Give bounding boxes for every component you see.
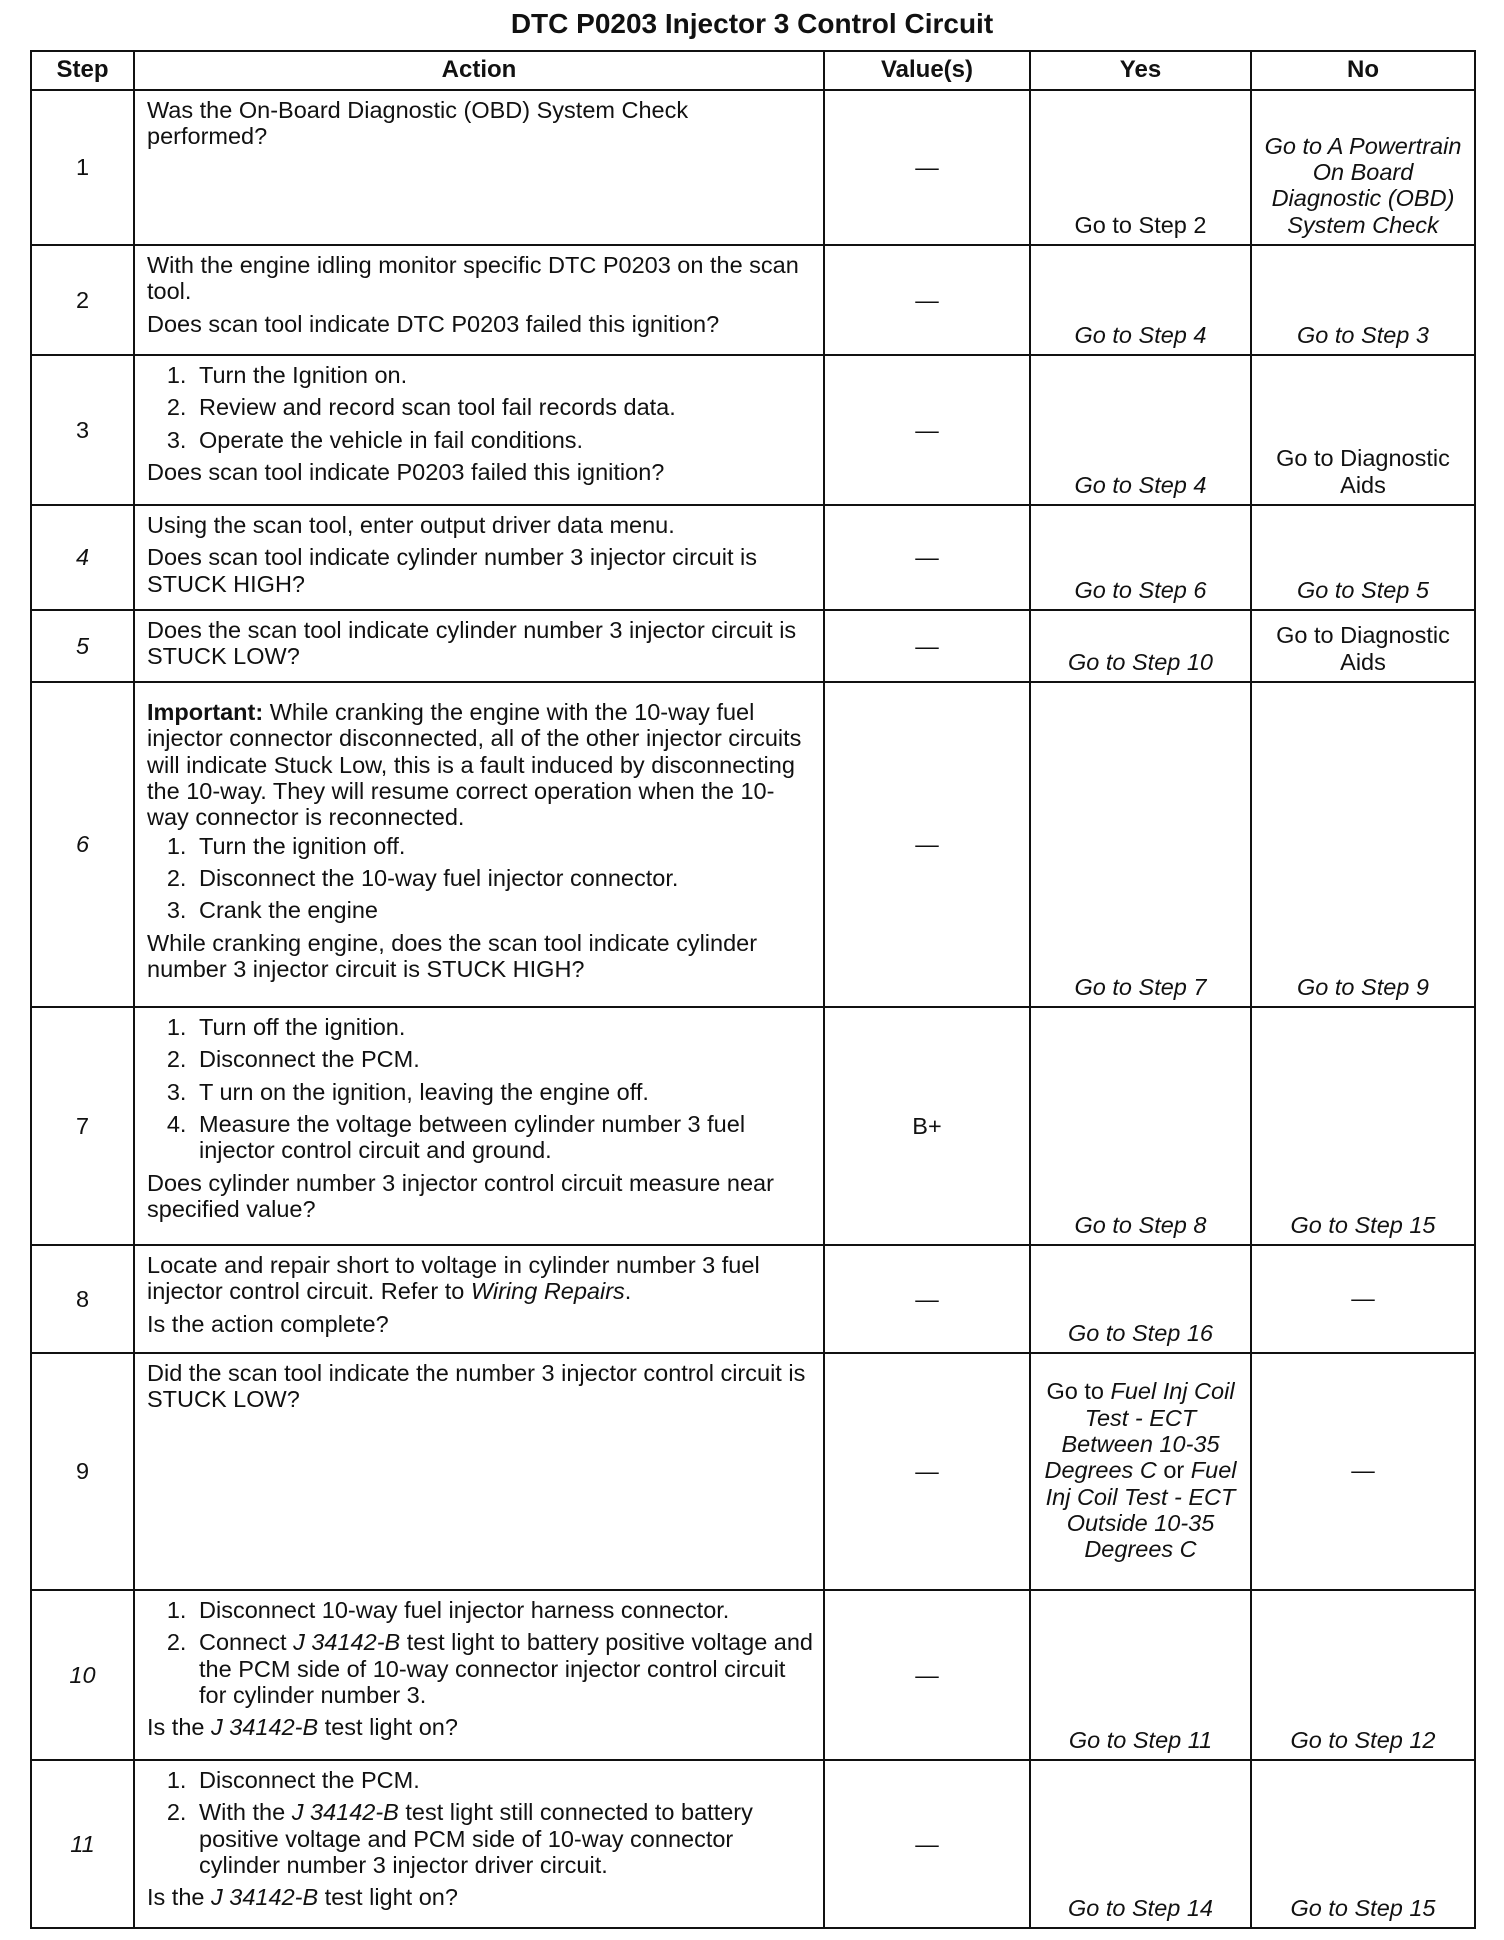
action-cell <box>134 610 824 682</box>
yes-cell: Go to Step 8 <box>1030 1007 1251 1245</box>
step-number: 7 <box>31 1007 134 1245</box>
page-title: DTC P0203 Injector 3 Control Circuit <box>510 8 994 39</box>
action-question <box>147 1884 813 1910</box>
action-list <box>147 362 813 453</box>
no-cell: Go to Step 5 <box>1251 505 1475 610</box>
important-label: Important: <box>147 699 264 725</box>
list-item: 2. Disconnect the PCM. <box>193 1046 813 1072</box>
step-number: 2 <box>31 245 134 355</box>
list-item: 3. Operate the vehicle in fail conditions. <box>193 427 813 453</box>
yes-cell: Go to Step 11 <box>1030 1590 1251 1760</box>
list-item: 4. Measure the voltage between cylinder number 3 fuel injector control circuit and ground. <box>193 1111 813 1164</box>
action-cell <box>134 1245 824 1353</box>
step-number: 6 <box>31 682 134 1007</box>
step-number: 8 <box>31 1245 134 1353</box>
action-question: Does scan tool indicate cylinder number 3 injector circuit is STUCK HIGH? <box>147 544 757 597</box>
action-text <box>147 1252 813 1305</box>
value-cell: — <box>824 1353 1030 1590</box>
list-item: 2. Disconnect the 10-way fuel injector connector. <box>193 865 813 891</box>
list-item-text-part: test light to battery positive voltage and the PCM side of 10-way connector injector control circuit for cylinder number 3. <box>199 1629 814 1708</box>
header-values: Value(s) <box>824 51 1030 90</box>
fuel-inj-coil-test-outside-reference: Fuel Inj Coil Test - ECT Outside 10-35 Degrees C <box>1045 1457 1237 1563</box>
list-item-text-part: test light still connected to battery positive voltage and PCM side of 10-way connector cylinder number 3 injector driver circuit. <box>199 1799 753 1878</box>
fuel-inj-coil-test-between-reference: Fuel Inj Coil Test - ECT Between 10-35 Degrees C <box>1044 1378 1235 1484</box>
action-cell <box>134 505 824 610</box>
yes-cell: Go to Step 14 <box>1030 1760 1251 1928</box>
wiring-repairs-reference: Wiring Repairs <box>470 1278 625 1305</box>
table-row <box>31 610 1475 682</box>
action-list <box>147 833 813 924</box>
no-cell: Go to Step 15 <box>1251 1760 1475 1928</box>
yes-cell <box>1030 1353 1251 1590</box>
list-item: 3. T urn on the ignition, leaving the engine off. <box>193 1079 813 1105</box>
no-cell: Go to Step 15 <box>1251 1007 1475 1245</box>
yes-cell: Go to Step 6 <box>1030 505 1251 610</box>
action-cell <box>134 355 824 505</box>
list-item: 2. Review and record scan tool fail records data. <box>193 394 813 420</box>
action-cell <box>134 90 824 245</box>
value-cell: — <box>824 682 1030 1007</box>
value-cell: — <box>824 245 1030 355</box>
list-item: 1. Turn off the ignition. <box>193 1014 813 1040</box>
action-cell <box>134 1760 824 1928</box>
yes-cell: Go to Step 16 <box>1030 1245 1251 1353</box>
important-note <box>147 699 813 831</box>
table-row <box>31 1353 1475 1590</box>
header-no: No <box>1251 51 1475 90</box>
action-text: With the engine idling monitor specific DTC P0203 on the scan tool. <box>147 252 799 305</box>
step-number: 5 <box>31 610 134 682</box>
yes-cell: Go to Step 10 <box>1030 610 1251 682</box>
list-item <box>193 1629 813 1708</box>
list-item-text-part: Connect <box>199 1629 294 1656</box>
step-number: 9 <box>31 1353 134 1590</box>
no-cell: Go to Step 9 <box>1251 682 1475 1007</box>
no-cell: Go to Diagnostic Aids <box>1251 355 1475 505</box>
value-cell: — <box>824 610 1030 682</box>
yes-text-part: or <box>1156 1457 1191 1484</box>
important-text: While cranking the engine with the 10-way fuel injector connector disconnected, all of the other injector circuits will indicate Stuck Low, this is a fault induced by disconnecting the 10-way. They will resume correct operation when the 10-way connector is reconnected. <box>147 699 802 831</box>
header-action: Action <box>134 51 824 90</box>
header-yes: Yes <box>1030 51 1251 90</box>
question-text-part: test light on? <box>318 1714 458 1741</box>
action-question: Does cylinder number 3 injector control circuit measure near specified value? <box>147 1169 774 1222</box>
value-cell: — <box>824 1760 1030 1928</box>
table-row <box>31 505 1475 610</box>
table-row <box>31 1245 1475 1353</box>
action-list <box>147 1014 813 1164</box>
value-cell: — <box>824 90 1030 245</box>
no-cell: — <box>1251 1353 1475 1590</box>
diagnostic-table <box>30 50 1476 1929</box>
list-item: 1. Disconnect 10-way fuel injector harness connector. <box>193 1597 813 1623</box>
value-cell: — <box>824 1245 1030 1353</box>
action-question: Does scan tool indicate DTC P0203 failed this ignition? <box>147 310 720 337</box>
action-cell <box>134 245 824 355</box>
test-light-tool-reference: J 34142-B <box>211 1884 319 1911</box>
test-light-tool-reference: J 34142-B <box>211 1714 319 1741</box>
no-cell: — <box>1251 1245 1475 1353</box>
value-cell: B+ <box>824 1007 1030 1245</box>
action-list <box>147 1597 813 1708</box>
action-question: Does the scan tool indicate cylinder number 3 injector circuit is STUCK LOW? <box>147 617 797 670</box>
action-question: Was the On-Board Diagnostic (OBD) System Check performed? <box>147 97 689 150</box>
list-item: 1. Turn the ignition off. <box>193 833 813 859</box>
action-cell <box>134 1590 824 1760</box>
action-question <box>147 1714 813 1740</box>
list-item-text-part: With the <box>199 1799 292 1826</box>
step-number: 4 <box>31 505 134 610</box>
action-text-part: . <box>624 1278 632 1305</box>
table-row <box>31 1590 1475 1760</box>
step-number: 11 <box>31 1760 134 1928</box>
list-item: 1. Turn the Ignition on. <box>193 362 813 388</box>
action-cell <box>134 682 824 1007</box>
action-list <box>147 1767 813 1878</box>
value-cell: — <box>824 355 1030 505</box>
test-light-tool-reference: J 34142-B <box>293 1629 401 1656</box>
question-text-part: test light on? <box>318 1884 458 1911</box>
list-item <box>193 1799 813 1878</box>
no-cell: Go to Step 3 <box>1251 245 1475 355</box>
table-row <box>31 1007 1475 1245</box>
table-row <box>31 1760 1475 1928</box>
action-text: Using the scan tool, enter output driver data menu. <box>147 512 675 538</box>
action-question: Did the scan tool indicate the number 3 injector control circuit is STUCK LOW? <box>147 1360 806 1413</box>
action-question: Does scan tool indicate P0203 failed this ignition? <box>147 458 665 485</box>
value-cell: — <box>824 505 1030 610</box>
table-row <box>31 245 1475 355</box>
no-cell: Go to Diagnostic Aids <box>1251 610 1475 682</box>
step-number: 10 <box>31 1590 134 1760</box>
action-text-part: Locate and repair short to voltage in cylinder number 3 fuel injector control circuit. Refer to <box>147 1252 760 1305</box>
question-text-part: Is the <box>147 1714 212 1741</box>
yes-cell: Go to Step 7 <box>1030 682 1251 1007</box>
yes-text-part: Go to <box>1046 1378 1111 1405</box>
list-item: 3. Crank the engine <box>193 897 813 923</box>
action-question: While cranking engine, does the scan tool indicate cylinder number 3 injector circuit is STUCK HIGH? <box>147 929 758 982</box>
yes-cell: Go to Step 4 <box>1030 245 1251 355</box>
yes-cell: Go to Step 2 <box>1030 90 1251 245</box>
no-cell: Go to Step 12 <box>1251 1590 1475 1760</box>
table-row <box>31 682 1475 1007</box>
table-header-row <box>31 51 1475 90</box>
question-text-part: Is the <box>147 1884 212 1911</box>
action-cell <box>134 1007 824 1245</box>
value-cell: — <box>824 1590 1030 1760</box>
test-light-tool-reference: J 34142-B <box>291 1799 399 1826</box>
action-question: Is the action complete? <box>147 1310 389 1337</box>
table-row <box>31 355 1475 505</box>
yes-cell: Go to Step 4 <box>1030 355 1251 505</box>
list-item: 1. Disconnect the PCM. <box>193 1767 813 1793</box>
step-number: 3 <box>31 355 134 505</box>
action-cell <box>134 1353 824 1590</box>
header-step: Step <box>31 51 134 90</box>
table-row <box>31 90 1475 245</box>
step-number: 1 <box>31 90 134 245</box>
no-cell: Go to A Powertrain On Board Diagnostic (OBD) System Check <box>1251 90 1475 245</box>
